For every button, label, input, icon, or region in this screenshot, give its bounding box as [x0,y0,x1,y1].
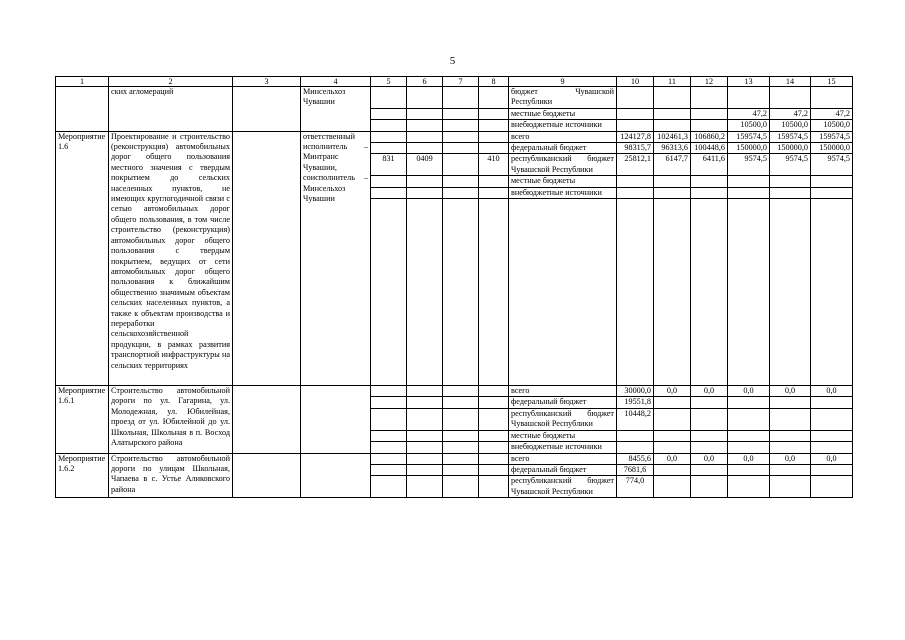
value-cell: 0,0 [770,453,811,464]
funding-source: местные бюджеты [509,430,617,441]
value-cell: 0,0 [654,386,691,397]
funding-source: республиканский бюджет Чувашской Республики [509,154,617,176]
funding-source: федеральный бюджет [509,464,617,475]
funding-source: республиканский бюджет Чувашской Республики [509,476,617,498]
table-row [56,87,853,109]
header-cell: 4 [301,77,371,87]
value-cell: 106860,2 [691,131,728,142]
funding-source: местные бюджеты [509,108,617,119]
value-cell: 10500,0 [728,120,770,131]
value-cell: 9574,5 [770,154,811,176]
funding-source: федеральный бюджет [509,397,617,408]
value-cell: 0,0 [728,386,770,397]
value-cell: 150000,0 [770,143,811,154]
value-cell: 774,0 [617,476,654,498]
value-cell: 6147,7 [654,154,691,176]
executor: ответственный исполнитель – Минтранс Чувашии, соисполнитель – Минсельхоз Чувашии [301,131,371,385]
value-cell: 150000,0 [728,143,770,154]
measure-name: ских агломераций [109,87,233,132]
value-cell: 98315,7 [617,143,654,154]
value-cell: 150000,0 [811,143,853,154]
value-cell: 0,0 [770,386,811,397]
header-cell: 6 [407,77,443,87]
value-cell: 8455,6 [617,453,654,464]
header-cell: 15 [811,77,853,87]
funding-source: федеральный бюджет [509,143,617,154]
table-row [56,131,853,142]
value-cell: 0,0 [728,453,770,464]
measure-label: Мероприятие 1.6.2 [56,453,109,498]
value-cell: 47,2 [728,108,770,119]
funding-source: местные бюджеты [509,176,617,187]
funding-source: всего [509,453,617,464]
header-cell: 5 [371,77,407,87]
value-cell: 47,2 [770,108,811,119]
funding-source: внебюджетные источники [509,187,617,198]
value-cell: 159574,5 [770,131,811,142]
header-cell: 1 [56,77,109,87]
value-cell: 100448,6 [691,143,728,154]
table-row [56,453,853,464]
header-cell: 8 [479,77,509,87]
measure-name: Строительство автомобильной дороги по улицам Школьная, Чапаева в с. Устье Аликовского района [109,453,233,498]
funding-source: всего [509,131,617,142]
table-row [56,386,853,397]
value-cell: 0,0 [691,453,728,464]
value-cell: 30000,0 [617,386,654,397]
header-cell: 2 [109,77,233,87]
value-cell: 10500,0 [770,120,811,131]
measure-name: Строительство автомобильной дороги по ул. Гагарина, ул. Молодежная, ул. Юбилейная, проезд от ул. Юбилейной до ул. Школьная, Школьная в п. Восход Алатырского района [109,386,233,453]
value-cell: 47,2 [811,108,853,119]
header-cell: 7 [443,77,479,87]
funding-source: внебюджетные источники [509,120,617,131]
code-grbs: 831 [371,154,407,176]
header-row [56,77,853,87]
program-table [55,76,853,498]
header-cell: 10 [617,77,654,87]
header-cell: 14 [770,77,811,87]
page-number: 5 [449,55,456,67]
value-cell: 124127,8 [617,131,654,142]
value-cell: 25812,1 [617,154,654,176]
value-cell: 96313,6 [654,143,691,154]
funding-source: республиканский бюджет Чувашской Республики [509,408,617,430]
value-cell: 102461,3 [654,131,691,142]
header-cell: 3 [233,77,301,87]
value-cell: 0,0 [654,453,691,464]
value-cell: 19551,8 [617,397,654,408]
code-vr: 410 [479,154,509,176]
value-cell: 159574,5 [728,131,770,142]
measure-name: Проектирование и строительство (реконструкция) автомобильных дорог общего пользования местного значения с твердым покрытием до сельских населенных пунктов, не имеющих круглогодичной связи с сетью автомобильных дорог общего пользования, в том числе строительство (реконструкция) автомобильных дорог общего пользования с твердым покрытием, ведущих от сети автомобильных дорог общего пользования к ближайшим общественно значимым объектам сельских населенных пунктов, а также к объектам производства и переработки сельскохозяйственной продукции, в рамках развития транспортной инфраструктуры на сельских территориях [109,131,233,385]
value-cell: 7681,6 [617,464,654,475]
funding-source: внебюджетные источники [509,442,617,453]
value-cell: 0,0 [811,453,853,464]
header-cell: 12 [691,77,728,87]
header-cell: 9 [509,77,617,87]
header-cell: 13 [728,77,770,87]
value-cell: 10448,2 [617,408,654,430]
funding-source: бюджет Чувашской Республики [509,87,617,109]
funding-source: всего [509,386,617,397]
header-cell: 11 [654,77,691,87]
code-rzpr: 0409 [407,154,443,176]
value-cell: 9574,5 [811,154,853,176]
value-cell: 10500,0 [811,120,853,131]
measure-label: Мероприятие 1.6.1 [56,386,109,453]
executor: Минсельхоз Чувашии [301,87,371,132]
measure-label: Мероприятие 1.6 [56,131,109,385]
value-cell: 9574,5 [728,154,770,176]
value-cell: 6411,6 [691,154,728,176]
value-cell: 159574,5 [811,131,853,142]
value-cell: 0,0 [811,386,853,397]
value-cell: 0,0 [691,386,728,397]
